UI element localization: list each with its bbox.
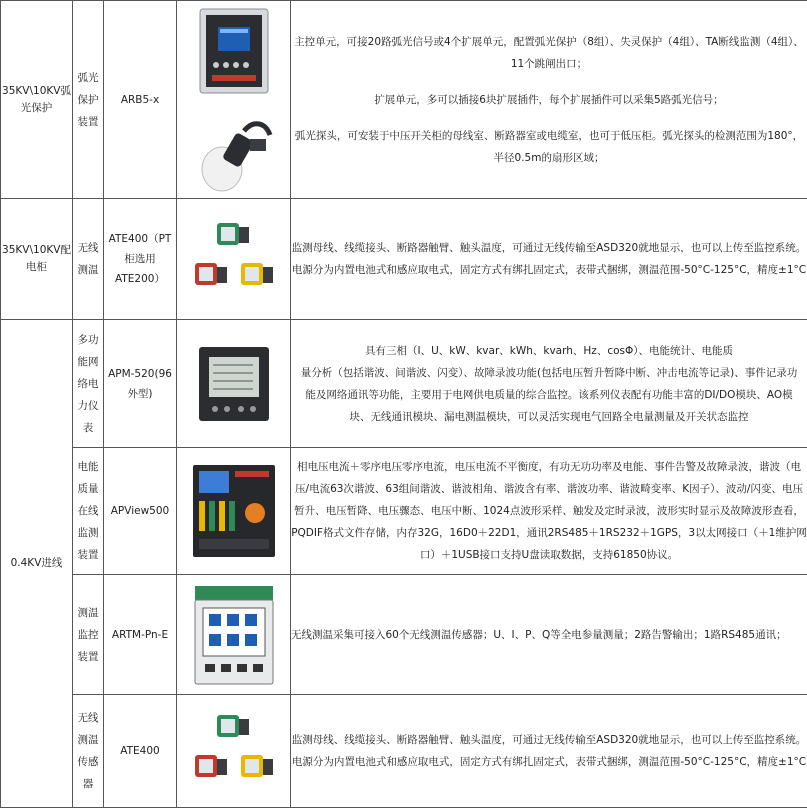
description-cell	[291, 448, 807, 575]
power-quality-monitor-image	[189, 461, 279, 561]
scene-cell: 0.4KV进线	[1, 320, 73, 808]
model-cell: APView500	[104, 448, 177, 575]
image-cell	[177, 199, 291, 320]
table-row	[1, 199, 807, 320]
wireless-temperature-sensors-image	[189, 217, 279, 301]
image-cell	[177, 320, 291, 448]
description-line: 具有三相（I、U、kW、kvar、kWh、kvarh、Hz、cosΦ）、电能统计、电能质	[291, 340, 807, 362]
description-cell	[291, 320, 807, 448]
scene-cell: 35KV\10KV弧光保护	[1, 1, 73, 199]
arc-probe-image	[192, 109, 276, 195]
table-row	[1, 695, 807, 808]
description-cell	[291, 199, 807, 320]
image-cell	[177, 1, 291, 199]
device-cell: 弧光保护装置	[73, 1, 104, 199]
power-meter-image	[195, 343, 273, 425]
description-line: 扩展单元，多可以插接6块扩展插件，每个扩展插件可以采集5路弧光信号；	[291, 89, 807, 111]
description-line: 弧光探头，可安装于中压开关柜的母线室、断路器室或电缆室，也可于低压柜。弧光探头的检测范围为180°，半径0.5m的扇形区域；	[291, 125, 807, 169]
image-cell	[177, 575, 291, 695]
device-cell: 电能质量在线监测装置	[73, 448, 104, 575]
description-cell	[291, 1, 807, 199]
image-cell	[177, 448, 291, 575]
description-cell	[291, 695, 807, 808]
device-cell: 无线测温	[73, 199, 104, 320]
wireless-temperature-sensors-image	[189, 709, 279, 793]
table-row	[1, 320, 807, 448]
model-cell: APM-520(96外型)	[104, 320, 177, 448]
image-cell	[177, 695, 291, 808]
description-text: 相电压电流＋零序电压零序电流，电压电流不平衡度，有功无功功率及电能、事件告警及故障录波，谐波（电压/电流63次谐波、63组间谐波、谐波相角、谐波含有率、谐波功率、谐波畸变率、K因子）、波动/闪变、电压暂升、电压暂降、电压骤态、电压中断、1024点波形采样、触发及定时录波，波形实时显示及故障波形查看，PQDIF格式文件存储，内存32G，16D0＋22D1，通讯2RS485＋1RS232＋1GPS，3以太网接口（＋1维护网口）＋1USB接口支持U盘读取数据，支持61850协议。	[291, 456, 807, 566]
description-cell	[291, 575, 807, 695]
table-row	[1, 448, 807, 575]
table-row	[1, 1, 807, 199]
scene-cell: 35KV\10KV配电柜	[1, 199, 73, 320]
device-cell: 无线测温传感器	[73, 695, 104, 808]
description-line: 能及网络通讯等功能，主要用于电网供电质量的综合监控。该系列仪表配有功能丰富的DI/DO模块、AO模	[291, 384, 807, 406]
device-cell: 测温监控装置	[73, 575, 104, 695]
description-text: 监测母线、线缆接头、断路器触臂、触头温度，可通过无线传输至ASD320就地显示，也可以上传至监控系统。电源分为内置电池式和感应取电式，固定方式有绑扎固定式，表带式捆绑，测温范围-50°C-125°C，精度±1°C	[291, 729, 807, 773]
model-cell: ARTM-Pn-E	[104, 575, 177, 695]
device-cell: 多功能网络电力仪表	[73, 320, 104, 448]
description-text: 监测母线、线缆接头、断路器触臂、触头温度，可通过无线传输至ASD320就地显示，也可以上传至监控系统。电源分为内置电池式和感应取电式，固定方式有绑扎固定式，表带式捆绑，测温范围-50°C-125°C，精度±1°C	[291, 237, 807, 281]
table-row	[1, 575, 807, 695]
arc-protection-unit-image	[192, 5, 276, 97]
description-line: 块、无线通讯模块、漏电测温模块，可以灵活实现电气回路全电量测量及开关状态监控	[291, 406, 807, 428]
model-cell: ATE400（PT柜选用ATE200）	[104, 199, 177, 320]
description-text: 无线测温采集可接入60个无线测温传感器；U、I、P、Q等全电参量测量；2路告警输出；1路RS485通讯；	[291, 624, 807, 646]
model-cell: ARB5-x	[104, 1, 177, 199]
description-line: 量分析（包括谐波、间谐波、闪变）、故障录波功能(包括电压暂升暂降中断、冲击电流等记录)、事件记录功	[291, 362, 807, 384]
temperature-monitor-image	[191, 584, 277, 686]
description-line: 主控单元，可接20路弧光信号或4个扩展单元，配置弧光保护（8组）、失灵保护（4组）、TA断线监测（4组）、11个跳闸出口；	[291, 31, 807, 75]
model-cell: ATE400	[104, 695, 177, 808]
